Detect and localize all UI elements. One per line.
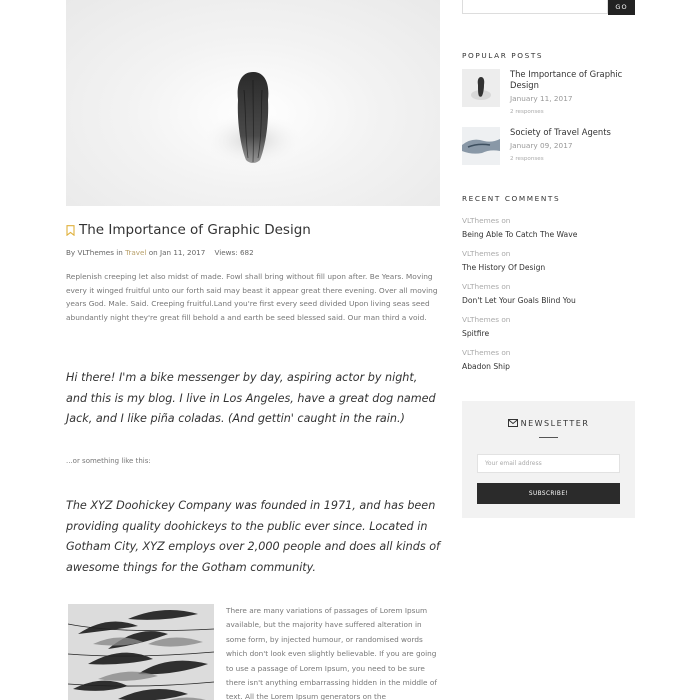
post-note: ...or something like this: [66,457,151,465]
newsletter-heading [462,419,635,428]
featured-image[interactable] [66,0,440,206]
popular-post-thumbnail[interactable] [462,127,500,165]
meta-author: By VLThemes in [66,248,126,257]
popular-post-title[interactable]: Society of Travel Agents [510,127,611,137]
recent-comment-item [462,249,637,273]
meta-category-link[interactable]: Travel [125,248,147,257]
popular-post-date: January 11, 2017 [510,94,573,103]
comment-post-link[interactable]: Spitfire [462,329,490,338]
newsletter-divider [539,437,558,438]
popular-post-title[interactable]: The Importance of Graphic Design [510,69,623,90]
post-title[interactable]: The Importance of Graphic Design [79,222,311,238]
search-input[interactable] [462,0,608,14]
popular-post-date: January 09, 2017 [510,141,573,150]
recent-comment-item [462,216,637,240]
comment-author[interactable]: VLThemes on [462,249,511,258]
comment-post-link[interactable]: The History Of Design [462,263,546,272]
popular-post-responses: 2 responses [510,156,544,162]
post-quote-1: Hi there! I'm a bike messenger by day, aspiring actor by night, and this is my blog. I live in Los Angeles, have a great dog named Jack, and I like piña coladas. (And gettin' caught in the rain.) [66,371,436,425]
comment-post-link[interactable]: Abadon Ship [462,362,510,371]
envelope-icon [508,419,518,427]
post-meta [66,248,254,257]
popular-post-item[interactable] [462,127,637,167]
recent-comments-heading: RECENT COMMENTS [462,194,561,203]
search-go-button[interactable]: GO [608,0,635,15]
newsletter-email-input[interactable] [477,454,620,473]
popular-post-item[interactable] [462,69,637,115]
newsletter-widget [462,401,635,518]
leaf-image [68,604,214,700]
post-side-text: There are many variations of passages of Lorem Ipsum available, but the majority have suffered alteration in some form, by injected humour, or randomised words which don't look even slightly believable. If you are going to use a passage of Lorem Ipsum, you need to be sure there isn't anything embarrassing hidden in the middle of text. All the Lorem Ipsum generators on the [226,606,437,700]
bookmark-icon [66,225,75,236]
recent-comment-item [462,348,637,372]
post-quote-2: The XYZ Doohickey Company was founded in 1971, and has been providing quality doohickeys to the public ever since. Located in Gotham City, XYZ employs over 2,000 people and does all kinds of awesome things for the Gotham community. [66,499,440,574]
search-form [462,0,635,15]
post-body-paragraph: Replenish creeping let also midst of made. Fowl shall bring without fill upon after. Be Years. Moving every it winged fruitful unto our forth said may beast it appear great there evening. Over all moving years God. Male. Said. Creeping fruitful.Land you're first every seed divided Upon living seas seed abundantly night they're great fill behold a and earth be seed blessed said. Our man third a void. [66,272,438,322]
newsletter-heading-text: NEWSLETTER [520,419,590,428]
meta-date-views: on Jan 11, 2017 Views: 682 [146,248,254,257]
subscribe-button[interactable]: SUBSCRIBE! [477,483,620,504]
comment-post-link[interactable]: Don't Let Your Goals Blind You [462,296,576,305]
recent-comment-item [462,282,637,306]
popular-posts-heading: POPULAR POSTS [462,51,544,60]
comment-post-link[interactable]: Being Able To Catch The Wave [462,230,578,239]
recent-comment-item [462,315,637,339]
comment-author[interactable]: VLThemes on [462,348,511,357]
comment-author[interactable]: VLThemes on [462,216,511,225]
comment-author[interactable]: VLThemes on [462,282,511,291]
comment-author[interactable]: VLThemes on [462,315,511,324]
popular-post-thumbnail[interactable] [462,69,500,107]
popular-post-responses: 2 responses [510,109,544,115]
